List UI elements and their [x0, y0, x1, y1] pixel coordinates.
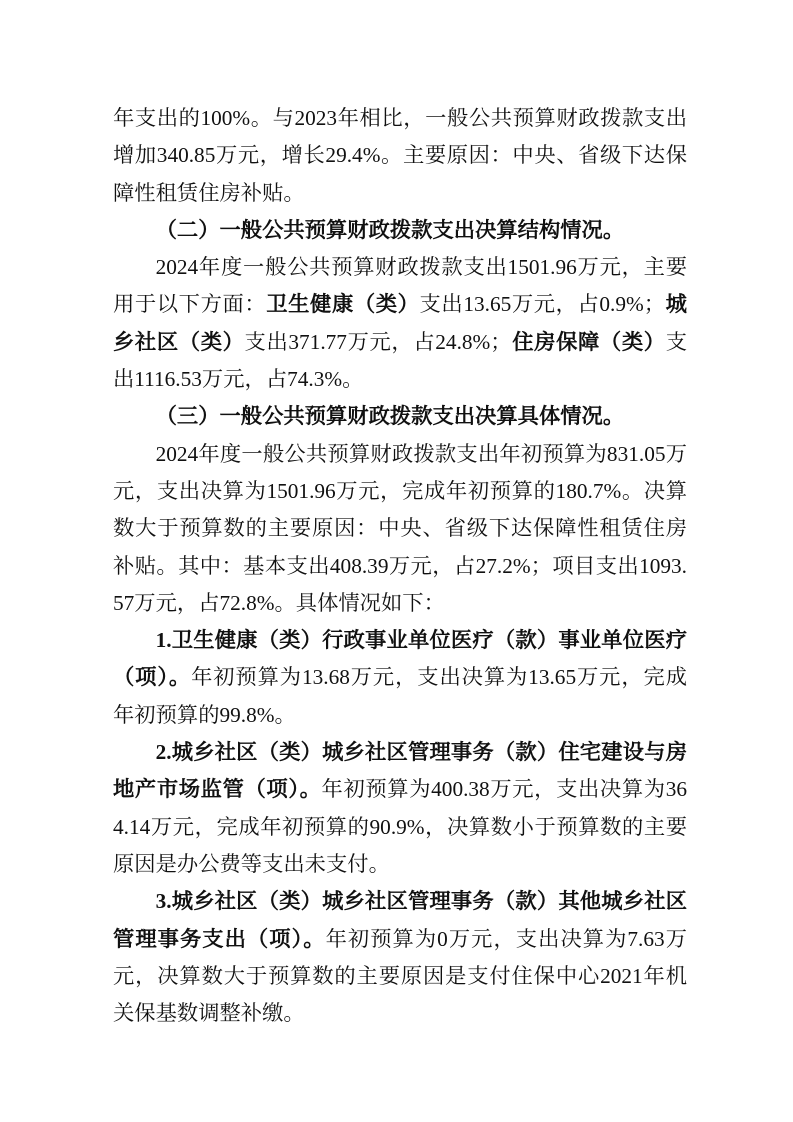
text-run: 支出1116.53万元，占74.3%。	[113, 329, 687, 392]
paragraph-carryover	[113, 100, 687, 212]
heading-text: （三）一般公共预算财政拨款支出决算具体情况。	[155, 404, 625, 429]
text-run: 年初预算为0万元，支出决算为7.63万元，决算数大于预算数的主要原因是支付住保中心2021年机关保基数调整补缴。	[113, 926, 687, 1026]
text-run: 支出371.77万元，占24.8%；	[244, 329, 512, 354]
category-health-label: 卫生健康（类）	[266, 292, 420, 317]
category-community-label: 城乡社区（类）	[113, 292, 687, 354]
paragraph-item-2	[113, 734, 687, 883]
paragraph-detail-overview	[113, 436, 687, 622]
text-run: 年初预算为400.38万元，支出决算为364.14万元，完成年初预算的90.9%，决算数小于预算数的主要原因是办公费等支出未支付。	[113, 777, 687, 876]
paragraph-item-1	[113, 622, 687, 734]
text-run: 年支出的100%。与2023年相比，一般公共预算财政拨款支出增加340.85万元，增长29.4%。主要原因：中央、省级下达保障性租赁住房补贴。	[113, 106, 687, 205]
item-1-title: 1.卫生健康（类）行政事业单位医疗（款）事业单位医疗（项）。	[113, 628, 687, 690]
text-run: 年初预算为13.68万元，支出决算为13.65万元，完成年初预算的99.8%。	[113, 665, 687, 727]
section-heading-2	[113, 212, 687, 249]
text-run: 支出13.65万元，占0.9%；	[419, 292, 666, 317]
category-housing-label: 住房保障（类）	[511, 329, 666, 354]
item-2-title: 2.城乡社区（类）城乡社区管理事务（款）住宅建设与房地产市场监管（项）。	[113, 740, 687, 802]
heading-text: （二）一般公共预算财政拨款支出决算结构情况。	[155, 217, 625, 242]
section-heading-3	[113, 398, 687, 435]
text-run: 2024年度一般公共预算财政拨款支出1501.96万元，主要用于以下方面：	[113, 255, 687, 317]
item-3-title: 3.城乡社区（类）城乡社区管理事务（款）其他城乡社区管理事务支出（项）。	[113, 889, 687, 951]
paragraph-structure	[113, 249, 687, 398]
text-run: 2024年度一般公共预算财政拨款支出年初预算为831.05万元，支出决算为1501.96万元，完成年初预算的180.7%。决算数大于预算数的主要原因：中央、省级下达保障性租赁住房补贴。其中：基本支出408.39万元，占27.2%；项目支出1093.57万元，占72.8%。具体情况如下：	[113, 441, 687, 615]
paragraph-item-3	[113, 883, 687, 1032]
